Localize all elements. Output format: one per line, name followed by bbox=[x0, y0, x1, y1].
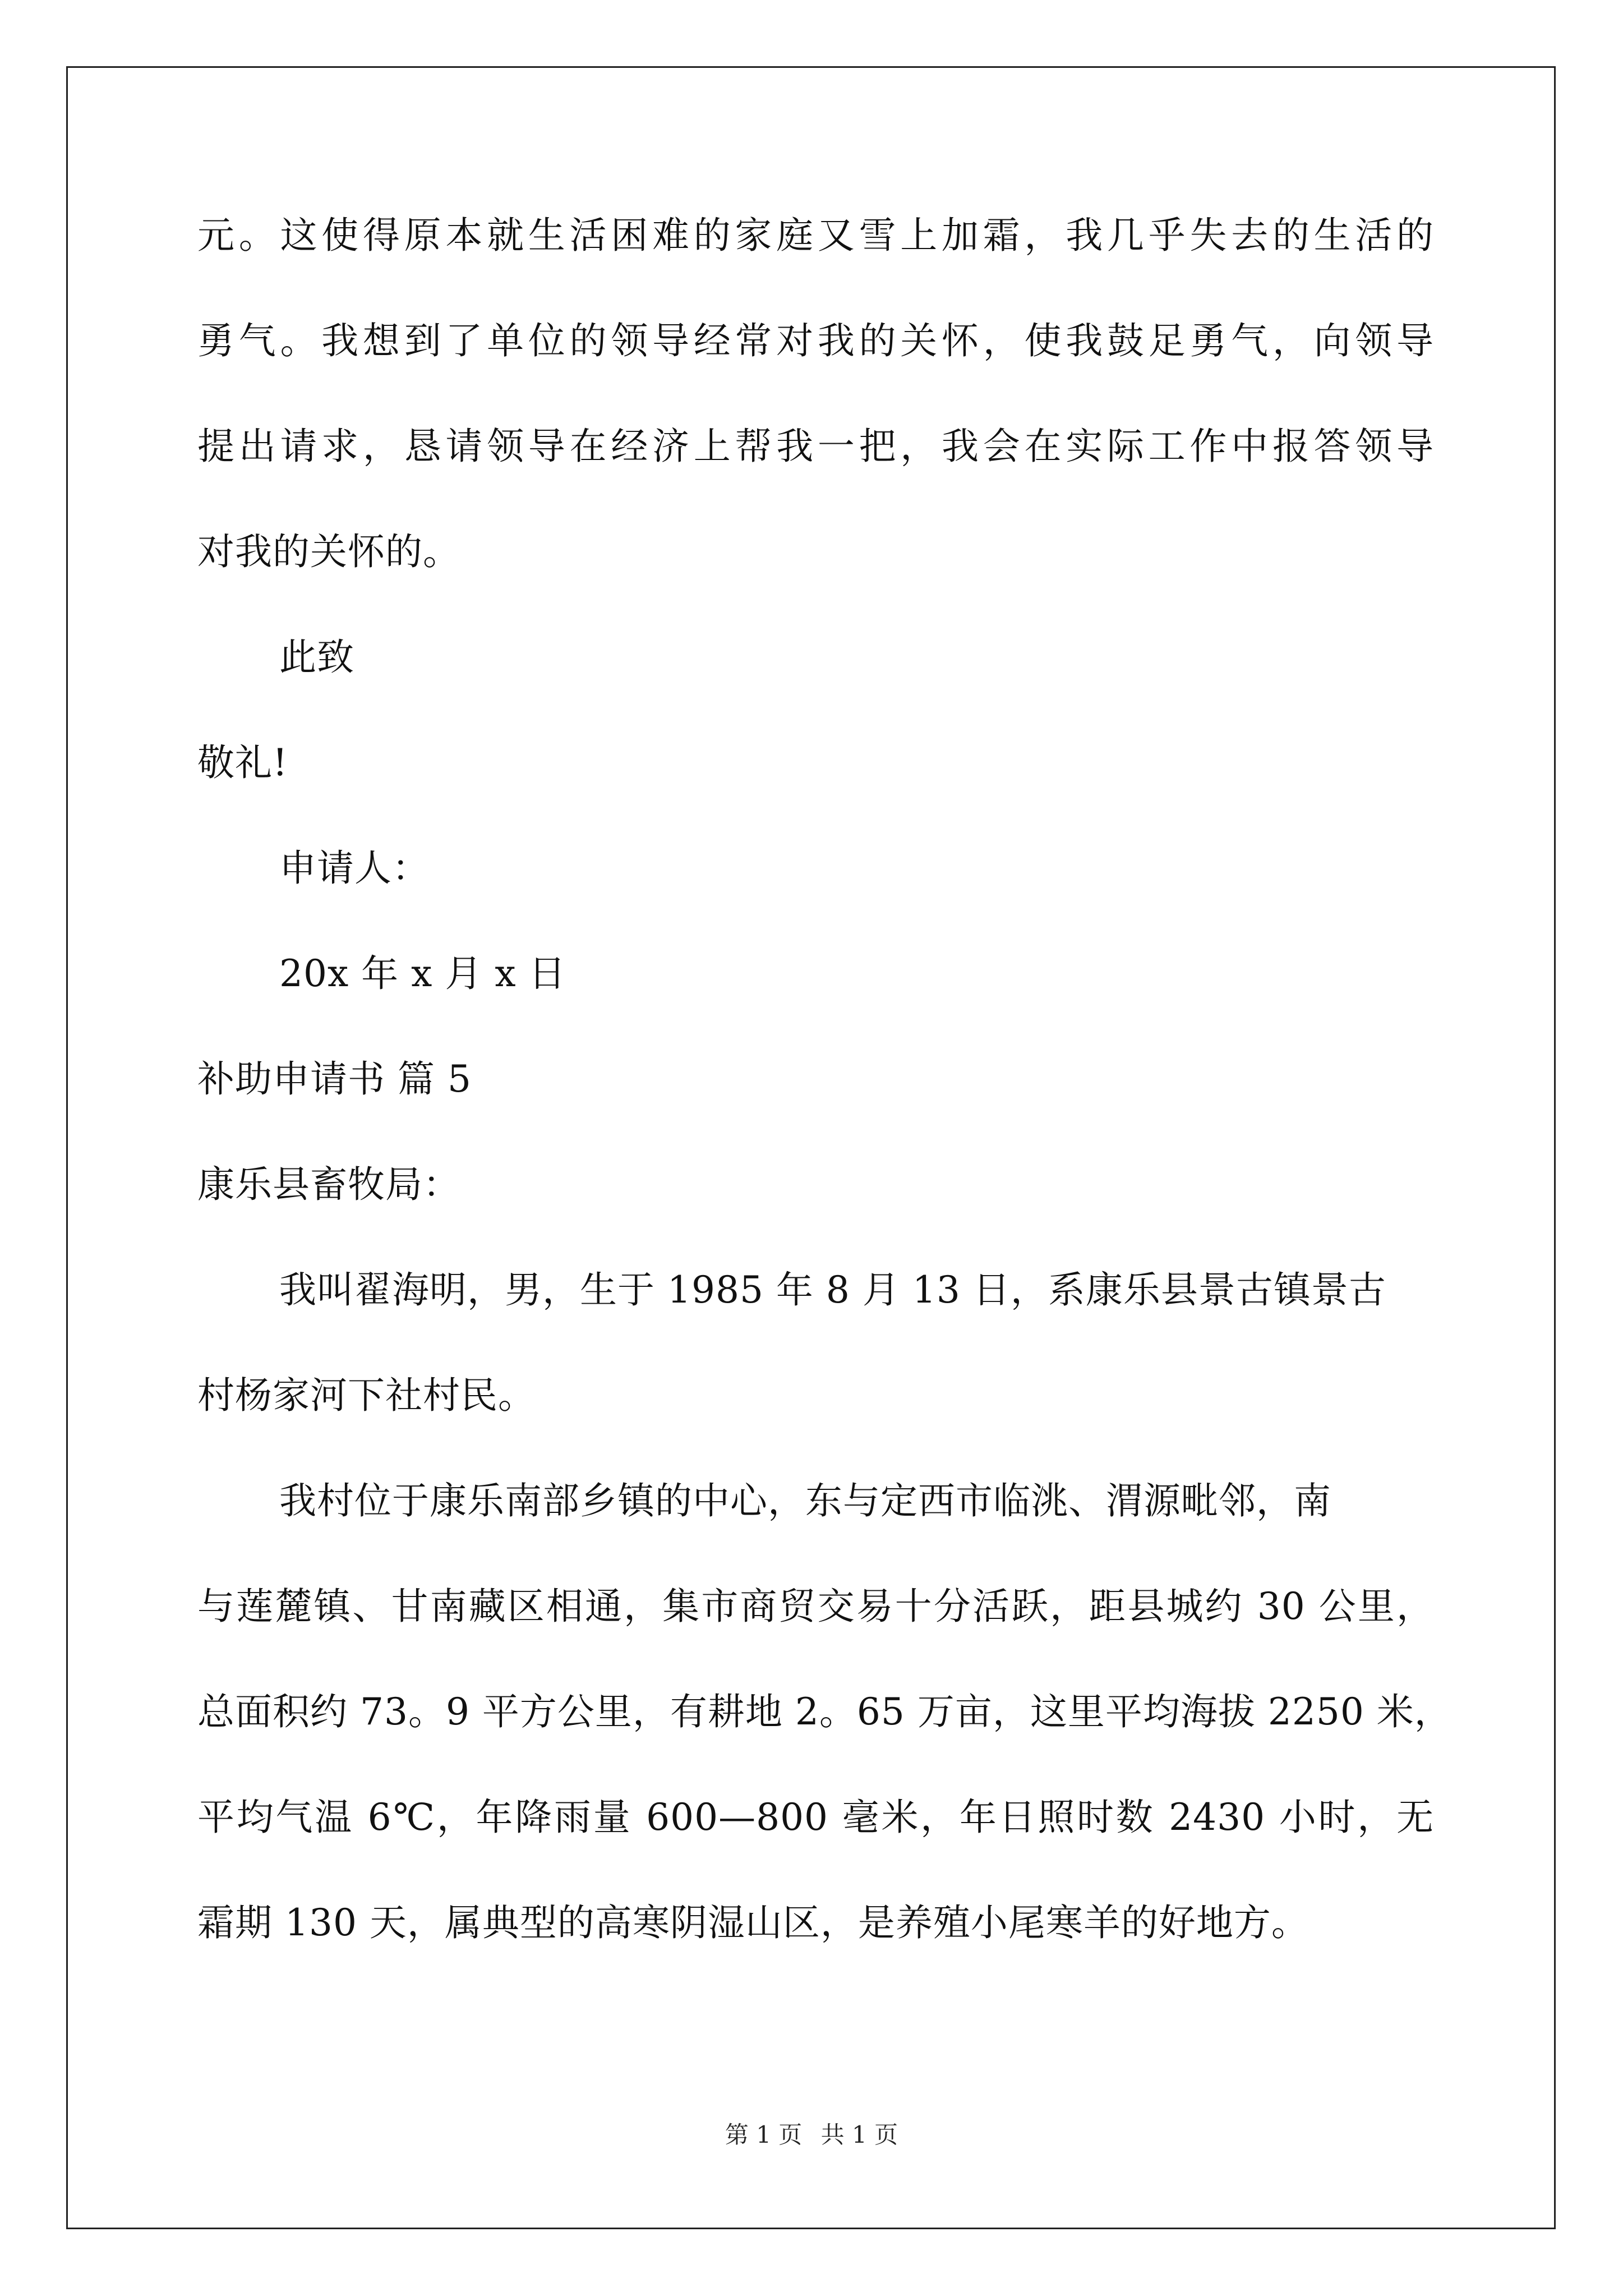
page-number-current: 第 1 页 bbox=[725, 2121, 803, 2148]
body-line-11: 我叫翟海明，男，生于 1985 年 8 月 13 日，系康乐县景古镇景古 bbox=[279, 1268, 1386, 1312]
page-footer bbox=[0, 2120, 1623, 2150]
body-line-15: 总面积约 73。9 平方公里，有耕地 2。65 万亩，这里平均海拔 2250 米， bbox=[197, 1690, 1452, 1733]
body-line-17: 霜期 130 天，属典型的高寒阴湿山区，是养殖小尾寒羊的好地方。 bbox=[197, 1901, 1309, 1944]
body-line-4: 对我的关怀的。 bbox=[197, 530, 460, 573]
body-line-12: 村杨家河下社村民。 bbox=[197, 1374, 536, 1417]
body-line-14: 与莲麓镇、甘南藏区相通，集市商贸交易十分活跃，距县城约 30 公里， bbox=[197, 1585, 1434, 1628]
date-line: 20x 年 x 月 x 日 bbox=[279, 952, 566, 995]
body-line-16: 平均气温 6℃，年降雨量 600—800 毫米，年日照时数 2430 小时，无 bbox=[197, 1796, 1434, 1839]
salutation-regards: 敬礼! bbox=[197, 741, 288, 784]
body-line-1: 元。这使得原本就生活困难的家庭又雪上加霜，我几乎失去的生活的 bbox=[197, 214, 1434, 257]
page-number-total: 共 1 页 bbox=[820, 2121, 898, 2148]
body-line-3: 提出请求，恳请领导在经济上帮我一把，我会在实际工作中报答领导 bbox=[197, 425, 1434, 468]
recipient-line: 康乐县畜牧局： bbox=[197, 1163, 460, 1206]
salutation-closing: 此致 bbox=[279, 636, 354, 679]
body-line-2: 勇气。我想到了单位的领导经常对我的关怀，使我鼓足勇气，向领导 bbox=[197, 319, 1434, 362]
body-line-13: 我村位于康乐南部乡镇的中心，东与定西市临洮、渭源毗邻，南 bbox=[279, 1479, 1331, 1522]
applicant-label: 申请人： bbox=[279, 846, 430, 890]
section-title: 补助申请书 篇 5 bbox=[197, 1057, 472, 1101]
